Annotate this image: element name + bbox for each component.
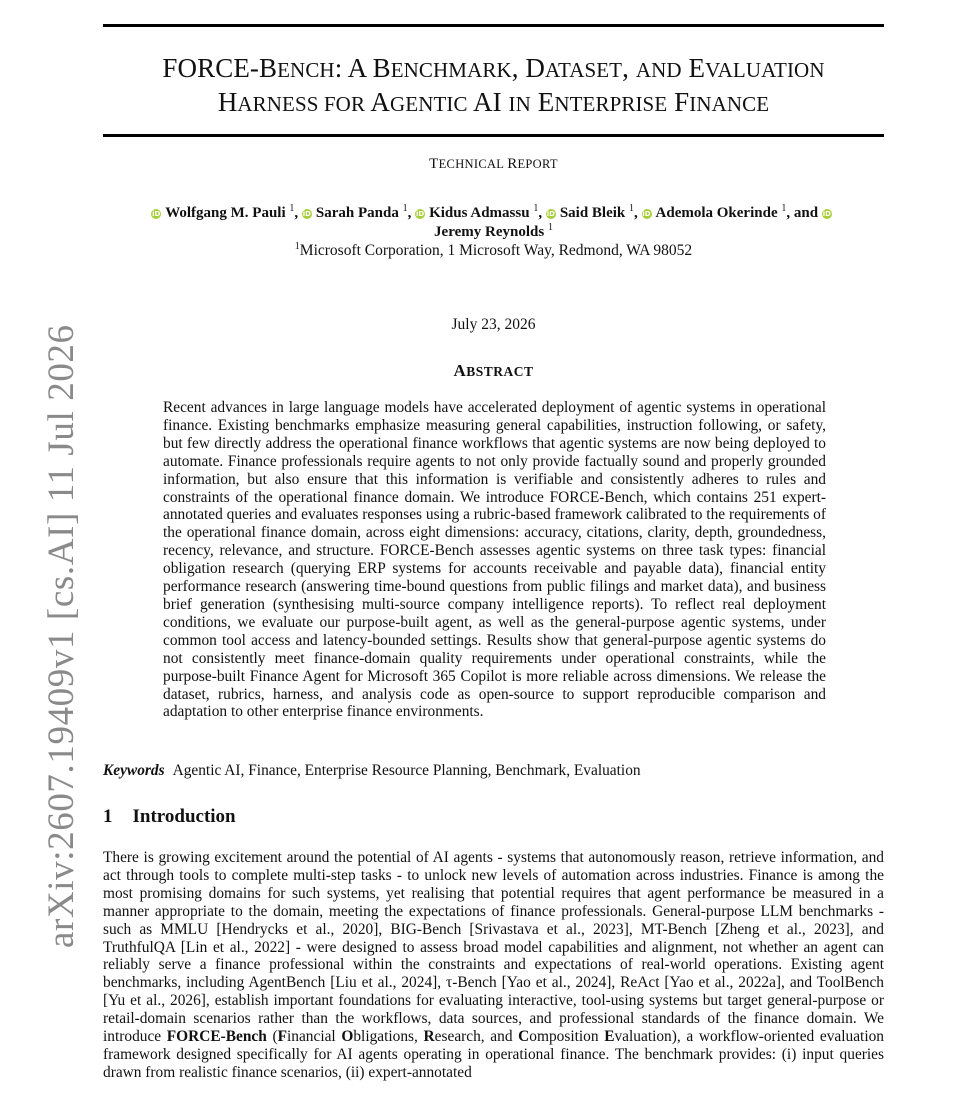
- section-heading: [103, 806, 884, 828]
- author-list: [103, 204, 884, 242]
- author: iD Said Bleik $^1$,: [546, 203, 638, 221]
- author: iD Jeremy Reynolds $^1$: [434, 210, 831, 240]
- title-line-1: FORCE-BENCH: A BENCHMARK, DATASET, AND EVALUATION: [162, 53, 825, 83]
- section-number: 1: [103, 806, 113, 827]
- abstract-text: Recent advances in large language models have accelerated deployment of agentic systems in operational finance. Existing benchmarks emphasize measuring general capabilities, instruction following, or safety, but few directly address the operational finance workflows that agentic systems are now being deployed to automate. Finance professionals require agents to not only provide factually sound and properly grounded information, but also ensure that this information is verifiable and consistently adheres to rules and constraints of the operational finance domain. We introduce FORCE-Bench, which contains 251 expert-annotated queries and evaluates responses using a rubric-based framework calibrated to the requirements of the operational finance domain, across eight dimensions: accuracy, citations, clarity, depth, groundedness, recency, relevance, and structure. FORCE-Bench assesses agentic systems on three task types: financial obligation research (querying ERP systems for accounts receivable and payable data), financial entity performance research (answering time-bound questions from public filings and market data), and business brief generation (synthesising multi-source company intelligence reports). To reflect real deployment conditions, we evaluate our purpose-built agent, as well as the general-purpose agentic systems, under common tool access and latency-bounded settings. Results show that general-purpose agentic systems do not consistently meet finance-domain quality requirements under operational constraints, while the purpose-built Finance Agent for Microsoft 365 Copilot is more reliable across dimensions. We release the dataset, rubrics, harness, and analysis code as open-source to support reproducible comparison and adaptation to other enterprise finance environments.: [163, 399, 826, 721]
- title-bottom-rule: [103, 134, 884, 137]
- top-rule: [103, 24, 884, 27]
- affiliation: $^1$Microsoft Corporation, 1 Microsoft Way, Redmond, WA 98052: [294, 241, 693, 259]
- report-type: TECHNICAL REPORT: [429, 156, 558, 172]
- arxiv-stamp: arXiv:2607.19409v1 [cs.AI] 11 Jul 2026: [41, 324, 82, 948]
- title-line-2: HARNESS FOR AGENTIC AI IN ENTERPRISE FINANCE: [217, 87, 770, 117]
- keywords-text: Agentic AI, Finance, Enterprise Resource Planning, Benchmark, Evaluation: [172, 762, 641, 779]
- author: iD Sarah Panda $^1$,: [302, 203, 412, 221]
- orcid-icon[interactable]: iD: [642, 210, 651, 218]
- orcid-icon[interactable]: iD: [546, 210, 555, 218]
- orcid-icon[interactable]: iD: [415, 210, 425, 218]
- orcid-icon[interactable]: iD: [822, 210, 831, 218]
- author: iD Kidus Admassu $^1$,: [415, 203, 543, 221]
- author: iD Wolfgang M. Pauli $^1$,: [152, 203, 299, 221]
- orcid-icon[interactable]: iD: [152, 210, 161, 218]
- orcid-icon[interactable]: iD: [302, 210, 311, 218]
- publication-date: July 23, 2026: [451, 316, 536, 333]
- section-title: Introduction: [132, 806, 236, 827]
- author: iD Ademola Okerinde $^1$, and: [642, 203, 819, 221]
- keywords-label: Keywords: [103, 762, 165, 779]
- intro-paragraph: There is growing excitement around the potential of AI agents - systems that autonomously reason, retrieve information, and act through tools to complete multi-step tasks - to unlock new levels of automation across industries. Finance is among the most promising domains for such systems, yet realising that potential requires that agent performance be measured in a manner appropriate to the domain, meeting the expectations of finance professionals. General-purpose LLM benchmarks - such as MMLU [Hendrycks et al., 2020], BIG-Bench [Srivastava et al., 2023], MT-Bench [Zheng et al., 2023], and TruthfulQA [Lin et al., 2022] - were designed to assess broad model capabilities and alignment, not whether an agent can reliably serve a finance professional within the constraints and expectations of real-world operations. Existing agent benchmarks, including AgentBench [Liu et al., 2024], τ-Bench [Yao et al., 2024], ReAct [Yao et al., 2022a], and ToolBench [Yu et al., 2026], establish important foundations for evaluating interactive, tool-using systems but target general-purpose or retail-domain scenarios rather than the workflows, data sources, and professional standards of the finance domain. We introduce FORCE-Bench (Financial Obligations, Research, and Composition Evaluation), a workflow-oriented evaluation framework designed specifically for AI agents operating in operational finance. The benchmark provides: (i) input queries drawn from realistic finance scenarios, (ii) expert-annotated: [103, 849, 884, 1081]
- keywords: [103, 762, 884, 780]
- abstract-heading: ABSTRACT: [453, 361, 534, 380]
- paper-title: [96, 52, 891, 120]
